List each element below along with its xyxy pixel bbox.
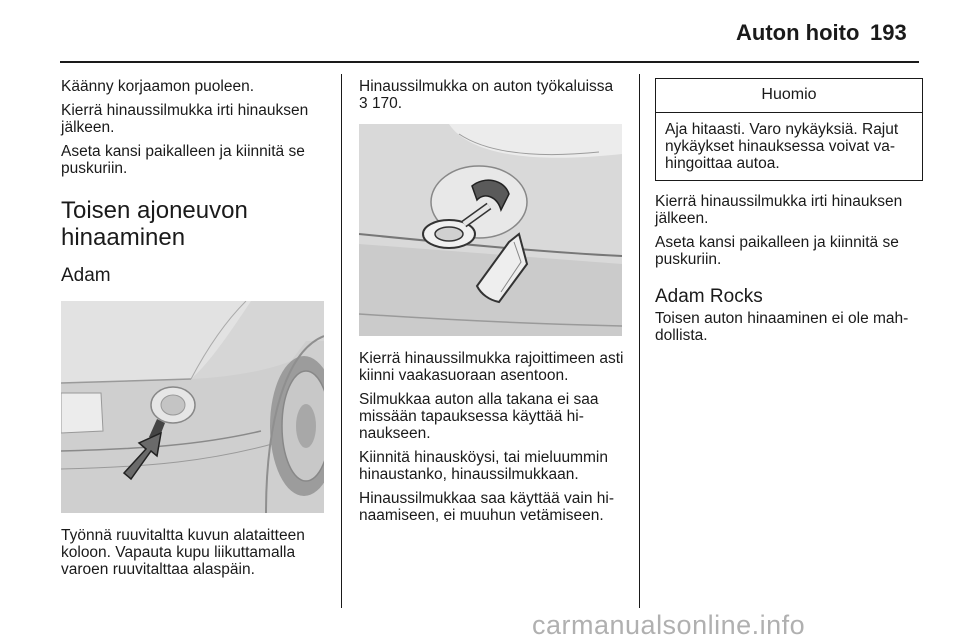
running-header-title: Auton hoito: [736, 20, 860, 45]
figure-caption: Työnnä ruuvitaltta kuvun alataitteen koloon. Vapauta kupu liikuttamalla varoen ruuvitalttaa alaspäin.: [61, 527, 305, 578]
paragraph: Kierrä hinaussilmukka irti hinauksen jälkeen.: [655, 193, 903, 227]
column-1: [61, 78, 329, 585]
page-number: 193: [870, 20, 907, 45]
paragraph: Silmukkaa auton alla takana ei saa missään tapauksessa käyttää hinaukseen.: [359, 391, 599, 442]
header-rule: [60, 61, 919, 63]
paragraph: Hinaussilmukkaa saa käyttää vain hinaamiseen, ei muuhun vetämiseen.: [359, 490, 615, 524]
notice-body: Aja hitaasti. Varo nykäyksiä. Rajut nykäykset hinauksessa voivat vahingoittaa autoa.: [665, 121, 899, 172]
paragraph: Aseta kansi paikalleen ja kiinnitä se puskuriin.: [655, 234, 899, 268]
cross-reference-page[interactable]: 170.: [371, 95, 403, 112]
notice-box: [655, 78, 923, 181]
rear-bumper-illustration: [61, 301, 324, 513]
watermark: carmanualsonline.info: [532, 610, 806, 640]
paragraph: Aseta kansi paikalleen ja kiinnitä se puskuriin.: [61, 143, 305, 177]
paragraph: Kiinnitä hinausköysi, tai mieluummin hinaustanko, hinaussilmukkaan.: [359, 449, 608, 483]
paragraph: Kierrä hinaussilmukka irti hinauksen jälkeen.: [61, 102, 309, 136]
paragraph: Käänny korjaamon puoleen.: [61, 78, 255, 95]
subheading-adam: Adam: [61, 265, 111, 286]
cross-reference-symbol[interactable]: 3: [359, 95, 368, 112]
notice-title: Huomio: [656, 79, 922, 113]
column-2: [359, 78, 627, 531]
column-divider-right: [639, 74, 640, 608]
towing-eye-illustration: [359, 124, 622, 336]
column-3: [655, 78, 923, 351]
paragraph: Kierrä hinaussilmukka rajoittimeen asti kiinni vaakasuoraan asentoon.: [359, 350, 624, 384]
paragraph: [359, 78, 627, 112]
paragraph: Toisen auton hinaaminen ei ole mahdollista.: [655, 310, 909, 344]
subheading-adam-rocks: Adam Rocks: [655, 286, 763, 307]
section-heading: Toisen ajoneuvon hinaaminen: [61, 197, 248, 251]
paragraph-text: Hinaussilmukka on auton työkaluissa: [359, 78, 614, 95]
column-divider-left: [341, 74, 342, 608]
